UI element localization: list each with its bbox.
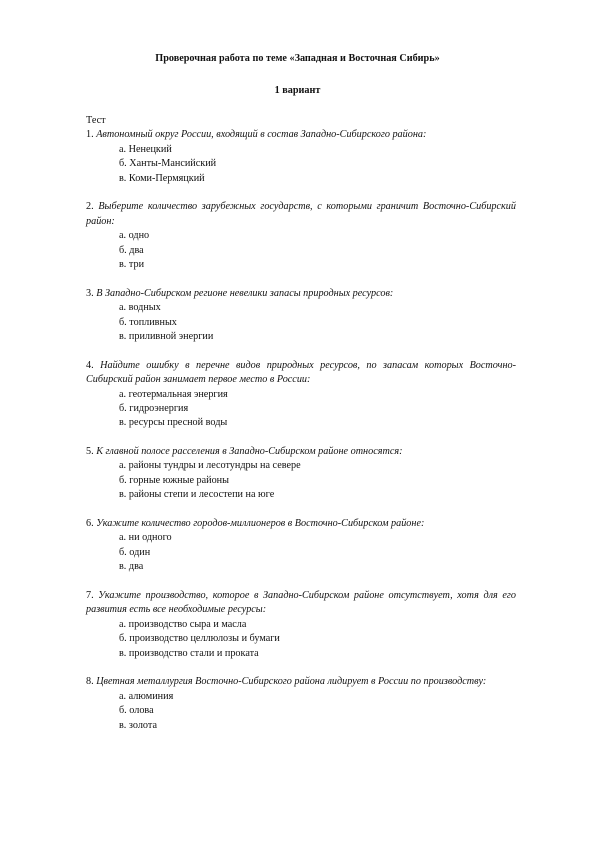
question-number: 6. [86, 518, 94, 530]
answer-option: а. производство сыра и масла [119, 618, 247, 630]
question-text [86, 517, 516, 531]
answer-option: а. водных [119, 302, 161, 314]
question-prompt: Укажите производство, которое в Западно-Сибирском районе отсутствует, хотя для его развития есть все необходимые ресурсы: [86, 590, 516, 616]
question-number: 5. [86, 446, 94, 458]
answer-list [86, 690, 516, 733]
answer-list [86, 143, 516, 186]
question-text [86, 359, 516, 388]
answer-option: а. алюминия [119, 690, 174, 702]
question-prompt: Автономный округ России, входящий в состав Западно-Сибирского района: [96, 129, 427, 141]
page-title: Проверочная работа по теме «Западная и Восточная Сибирь» [155, 53, 440, 64]
answer-option: а. одно [119, 230, 150, 242]
question-5 [86, 445, 516, 503]
question-8 [86, 675, 516, 733]
answer-option: в. приливной энергии [119, 330, 214, 342]
question-number: 3. [86, 287, 94, 299]
variant-heading: 1 вариант [274, 85, 321, 96]
answer-list [86, 301, 516, 344]
question-prompt: Цветная металлургия Восточно-Сибирского района лидирует в России по производству: [96, 676, 487, 688]
answer-option: б. топливных [119, 316, 177, 328]
question-1 [86, 128, 516, 186]
question-4 [86, 359, 516, 431]
answer-option: б. горные южные районы [119, 474, 229, 486]
answer-list [86, 388, 516, 431]
question-number: 7. [86, 590, 94, 602]
question-number: 8. [86, 676, 94, 688]
answer-list [86, 531, 516, 574]
question-prompt: В Западно-Сибирском регионе невелики запасы природных ресурсов: [96, 287, 394, 299]
answer-list [86, 229, 516, 272]
question-text [86, 589, 516, 618]
answer-option: б. производство целлюлозы и бумаги [119, 633, 280, 645]
question-7 [86, 589, 516, 661]
question-prompt: Укажите количество городов-миллионеров в Восточно-Сибирском районе: [96, 518, 425, 530]
answer-option: а. геотермальная энергия [119, 388, 228, 400]
question-2 [86, 200, 516, 272]
answer-option: в. ресурсы пресной воды [119, 417, 228, 429]
question-prompt: Найдите ошибку в перечне видов природных ресурсов, по запасам которых Восточно-Сибирский район занимает первое место в России: [86, 359, 517, 386]
question-text [86, 128, 516, 142]
question-6 [86, 517, 516, 575]
answer-option: а. районы тундры и лесотундры на севере [119, 460, 301, 472]
answer-option: б. Ханты-Мансийский [119, 158, 217, 170]
answer-list [86, 459, 516, 502]
question-text [86, 200, 516, 229]
answer-option: в. районы степи и лесостепи на юге [119, 489, 275, 501]
answer-option: в. три [119, 258, 145, 270]
question-text [86, 445, 516, 459]
answer-option: в. производство стали и проката [119, 647, 259, 659]
question-number: 2. [86, 201, 94, 213]
answer-option: в. золота [119, 719, 157, 731]
question-3 [86, 287, 516, 345]
question-number: 1. [86, 129, 94, 141]
answer-option: б. гидроэнергия [119, 402, 189, 414]
answer-option: а. Ненецкий [119, 143, 172, 155]
answer-option: б. два [119, 244, 144, 256]
question-text [86, 675, 516, 689]
test-label: Тест [86, 115, 106, 126]
answer-option: в. Коми-Пермяцкий [119, 172, 205, 184]
answer-option: а. ни одного [119, 532, 172, 544]
question-number: 4. [86, 359, 94, 371]
answer-list [86, 618, 516, 661]
question-text [86, 287, 516, 301]
test-content [86, 114, 516, 733]
question-prompt: Выберите количество зарубежных государств, с которыми граничит Восточно-Сибирский район: [86, 201, 516, 227]
answer-option: б. один [119, 546, 151, 558]
answer-option: в. два [119, 561, 144, 573]
question-prompt: К главной полосе расселения в Западно-Сибирском районе относятся: [96, 446, 403, 458]
answer-option: б. олова [119, 705, 154, 717]
